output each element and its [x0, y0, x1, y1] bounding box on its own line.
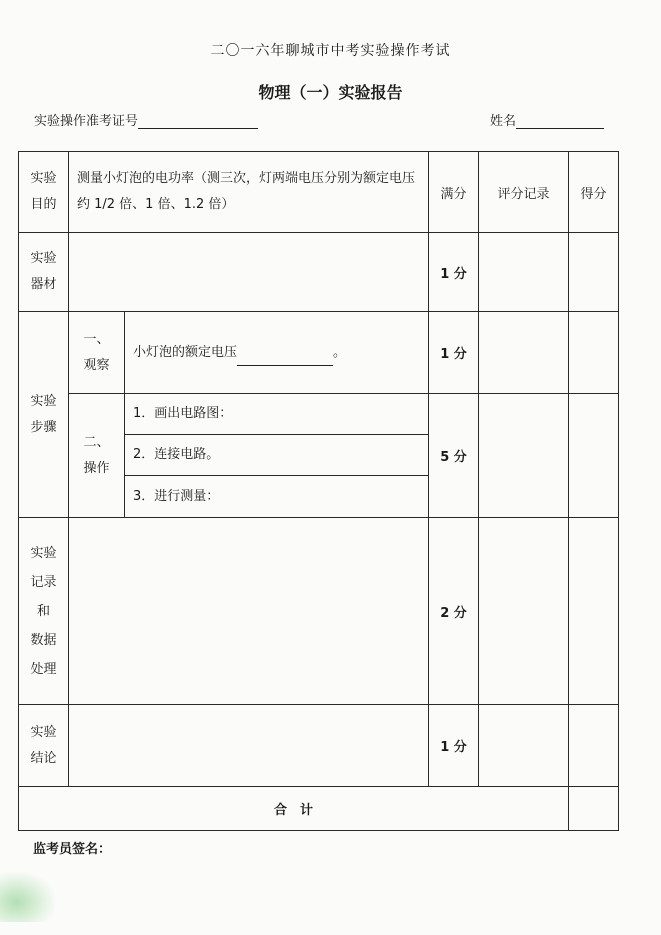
- observe-text: 小灯泡的额定电压 。: [125, 312, 429, 394]
- operate-record-cell[interactable]: [479, 394, 569, 518]
- admission-number-blank[interactable]: [138, 128, 258, 129]
- name-blank[interactable]: [516, 128, 604, 129]
- equipment-record-cell[interactable]: [479, 233, 569, 312]
- observe-score-cell[interactable]: [569, 312, 619, 394]
- observe-row: [19, 312, 619, 394]
- records-score: 2 分: [429, 518, 479, 705]
- records-cell[interactable]: [69, 518, 429, 705]
- admission-number-field: [34, 110, 258, 129]
- conclusion-row: [19, 705, 619, 787]
- records-record-cell[interactable]: [479, 518, 569, 705]
- col-score-record: 评分记录: [479, 152, 569, 233]
- equipment-cell[interactable]: [69, 233, 429, 312]
- operation-step-2: 2．连接电路。: [125, 435, 429, 476]
- conclusion-label: 实验 结论: [19, 705, 69, 787]
- records-row: [19, 518, 619, 705]
- conclusion-score: 1 分: [429, 705, 479, 787]
- name-label: 姓名: [490, 114, 517, 129]
- total-row: [19, 787, 619, 831]
- operate-label: 二、 操作: [69, 394, 125, 518]
- operate-score-cell[interactable]: [569, 394, 619, 518]
- exam-title: 二〇一六年聊城市中考实验操作考试: [210, 43, 451, 59]
- operate-row-1: [19, 394, 619, 435]
- observe-score: 1 分: [429, 312, 479, 394]
- col-full-score: 满分: [429, 152, 479, 233]
- report-title: 物理（一）实验报告: [258, 83, 403, 102]
- observe-label: 一、 观察: [69, 312, 125, 394]
- equipment-label: 实验 器材: [19, 233, 69, 312]
- equipment-score: 1 分: [429, 233, 479, 312]
- observe-record-cell[interactable]: [479, 312, 569, 394]
- total-label: 合 计: [19, 787, 569, 831]
- rated-voltage-blank[interactable]: [237, 365, 333, 366]
- admission-number-label: 实验操作准考证号: [34, 114, 139, 129]
- purpose-label: 实验 目的: [19, 152, 69, 233]
- col-score: 得分: [569, 152, 619, 233]
- report-table: [18, 151, 619, 831]
- steps-label: 实验 步骤: [19, 312, 69, 518]
- conclusion-score-cell[interactable]: [569, 705, 619, 787]
- records-score-cell[interactable]: [569, 518, 619, 705]
- conclusion-cell[interactable]: [69, 705, 429, 787]
- name-field: [490, 110, 604, 129]
- records-label: 实验 记录 和 数据 处理: [19, 518, 69, 705]
- proctor-signature-label: 监考员签名：: [33, 842, 112, 857]
- operate-score: 5 分: [429, 394, 479, 518]
- conclusion-record-cell[interactable]: [479, 705, 569, 787]
- scan-smudge: [0, 872, 55, 922]
- operation-step-3: 3．进行测量：: [125, 476, 429, 518]
- equipment-score-cell[interactable]: [569, 233, 619, 312]
- purpose-row: [19, 152, 619, 233]
- purpose-text: 测量小灯泡的电功率（测三次，灯两端电压分别为额定电压约 1/2 倍、1 倍、1.2 倍）: [69, 152, 429, 233]
- equipment-row: [19, 233, 619, 312]
- total-score-cell[interactable]: [569, 787, 619, 831]
- operation-step-1: 1．画出电路图：: [125, 394, 429, 435]
